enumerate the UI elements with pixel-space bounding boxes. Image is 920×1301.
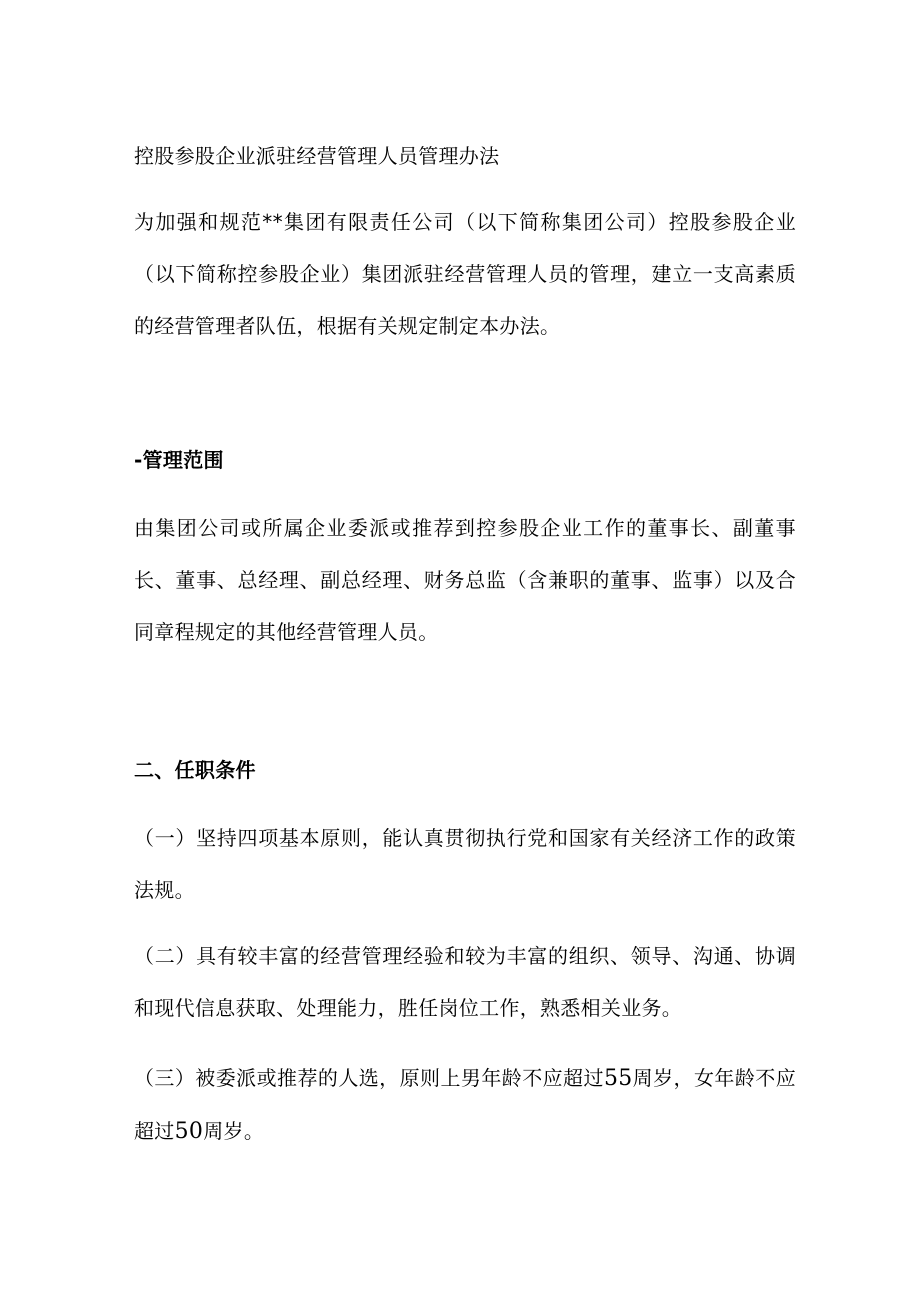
qualification-item-2: （二）具有较丰富的经营管理经验和较为丰富的组织、领导、沟通、协调和现代信息获取、处理能力，胜任岗位工作，熟悉相关业务。 (134, 944, 796, 1020)
female-age-value: 50 (174, 1119, 204, 1144)
qualification-item-3-text-c: 周岁。 (203, 1119, 265, 1143)
section-heading-management-scope: -管理范围 (134, 448, 224, 472)
qualification-item-3 (134, 1052, 796, 1158)
qualification-item-1: （一）坚持四项基本原则，能认真贯彻执行党和国家有关经济工作的政策法规。 (134, 826, 796, 902)
male-age-value: 55 (603, 1066, 633, 1091)
document-title: 控股参股企业派驻经营管理人员管理办法 (134, 144, 500, 168)
qualification-item-3-text-b: 周岁，女年龄不应超过 (134, 1066, 796, 1143)
section-heading-qualifications: 二、任职条件 (134, 758, 256, 782)
management-scope-paragraph: 由集团公司或所属企业委派或推荐到控参股企业工作的董事长、副董事长、董事、总经理、副总经理、财务总监（含兼职的董事、监事）以及合同章程规定的其他经营管理人员。 (134, 516, 796, 644)
qualification-item-3-text-a: （三）被委派或推荐的人选，原则上男年龄不应超过 (134, 1066, 604, 1090)
intro-paragraph: 为加强和规范**集团有限责任公司（以下简称集团公司）控股参股企业（以下简称控参股企业）集团派驻经营管理人员的管理，建立一支高素质的经营管理者队伍，根据有关规定制定本办法。 (134, 210, 796, 338)
